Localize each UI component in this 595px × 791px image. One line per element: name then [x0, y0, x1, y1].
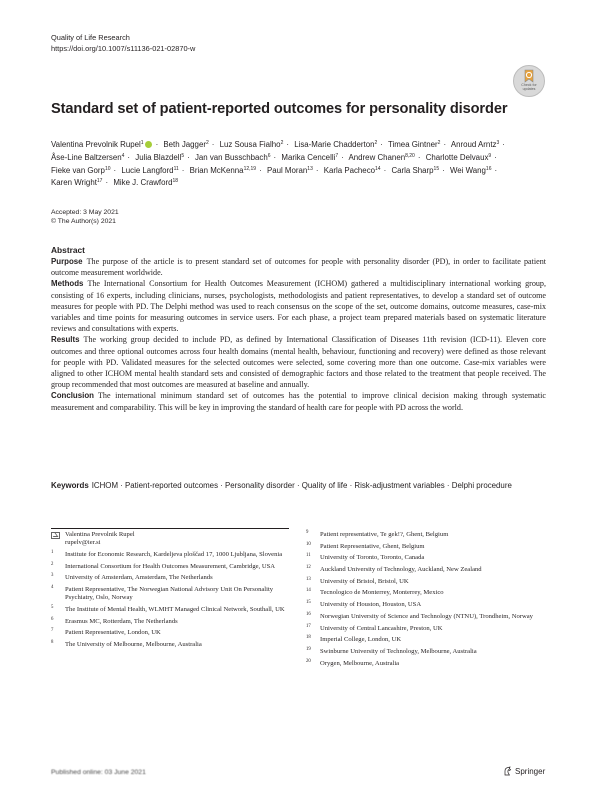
affiliation-marker: 5: [181, 152, 185, 159]
author-separator: ·: [494, 152, 497, 162]
affiliation-number: 3: [51, 573, 54, 579]
author-separator: ·: [181, 165, 185, 175]
author-entry: [450, 166, 492, 175]
abstract-results: Results The working group decided to include PD, as defined by International Classification of Diseases 11th revision (ICD-11). Eleven core outcomes and three optional outcomes across four health domains (mental health, behaviour, functioning and recovery) were defined as those relevant for people with PD. Validated measures for the selected outcomes were selected, some covering more than one outcome. Case-mix variables were aligned to other ICHOM mental health standard sets and consisted of demographic factors and those related to the treatment that people received. The group recommended that most outcomes are measured at baseline and annually.: [51, 335, 546, 390]
author-entry: [195, 153, 271, 162]
copyright-line: © The Author(s) 2021: [51, 218, 116, 225]
running-header: [51, 33, 195, 54]
badge-label: Check for updates: [521, 83, 537, 91]
abstract-body: [51, 256, 546, 413]
affiliation-text: Patient representative, Te gek!?, Ghent, Belgium: [320, 531, 449, 538]
affiliation-number: 18: [306, 635, 311, 641]
affiliation-text: Valentina Prevolnik Rupel: [65, 531, 135, 538]
affiliation-text: University of Central Lancashire, Preston, UK: [320, 624, 443, 632]
affiliation-text: International Consortium for Health Outcomes Measurement, Cambridge, USA: [65, 562, 276, 570]
affiliation-marker: 8,20: [405, 152, 415, 159]
author-entry: [426, 153, 492, 162]
affiliation-text: The Institute of Mental Health, WLMHT Managed Clinical Network, Southall, UK: [65, 606, 285, 614]
affiliation-marker: 1: [140, 140, 144, 146]
author-name[interactable]: Lisa-Marie Chadderton: [294, 140, 375, 149]
author-name[interactable]: Luz Sousa Fialho: [219, 140, 281, 149]
affiliation-number: 14: [306, 588, 311, 594]
affiliation-number: 6: [51, 616, 54, 622]
author-entry: [51, 166, 111, 175]
author-separator: ·: [494, 165, 498, 175]
author-separator: ·: [155, 140, 159, 149]
affiliation-number: 9: [306, 530, 309, 535]
affiliation-text: Tecnologico de Monterrey, Monterrey, Mexico: [320, 589, 444, 597]
author-entry: [349, 153, 415, 162]
author-entry: [51, 178, 102, 187]
affiliation-number: 19: [306, 646, 311, 652]
article-title: Standard set of patient-reported outcomes for personality disorder: [51, 101, 508, 117]
author-name[interactable]: Marika Cencelli: [281, 152, 336, 162]
accepted-date: Accepted: 3 May 2021: [51, 209, 119, 216]
affiliation-marker: 4: [121, 152, 125, 159]
article-dates: [51, 208, 119, 226]
author-name[interactable]: Julia Blazdell: [135, 152, 182, 162]
author-name[interactable]: Wei Wang: [449, 165, 486, 175]
author-name[interactable]: Brian McKenna: [189, 165, 244, 175]
doi-link[interactable]: https://doi.org/10.1007/s11136-021-02870-w: [51, 43, 196, 53]
author-separator: ·: [341, 152, 344, 162]
affiliation-item: [51, 586, 301, 603]
author-entry: [267, 166, 313, 175]
affiliation-text: University of Bristol, Bristol, UK: [320, 577, 409, 585]
published-online-date: Published online: 03 June 2021: [51, 769, 146, 776]
author-separator: ·: [127, 152, 131, 162]
affiliation-item: [306, 648, 556, 656]
author-name[interactable]: Carla Sharp: [391, 165, 434, 175]
affiliation-item: [306, 660, 556, 668]
affiliation-marker: 6: [267, 152, 271, 159]
affiliation-item: [51, 574, 301, 582]
author-entry: [121, 166, 178, 175]
affiliation-item: [306, 589, 556, 597]
affiliation-text: Patient Representative, Ghent, Belgium: [320, 542, 425, 550]
affiliation-marker: 17: [96, 178, 103, 185]
author-entry: [391, 166, 439, 175]
affiliation-text: University of Houston, Houston, USA: [320, 601, 422, 609]
author-name[interactable]: Valentina Prevolnik Rupel: [51, 140, 141, 149]
affiliation-item: [51, 563, 301, 571]
abstract-heading: Abstract: [51, 245, 85, 255]
affiliation-item: [306, 601, 556, 609]
affiliation-number: 10: [306, 541, 311, 547]
author-separator: ·: [442, 165, 445, 175]
journal-name: Quality of Life Research: [51, 33, 130, 42]
email-envelope-icon: [51, 532, 60, 539]
abstract-methods: Methods The International Consortium for Health Outcomes Measurement (ICHOM) gathered a multidisciplinary international working group, consisting of 16 experts, including clinicians, nurses, psychologists, methodologists and patient representatives, to develop a standard set of outcome measures for people with PD. The Delphi method was used to reach consensus on the scope of the set, outcome domains, outcome measures, case-mix variables and time points for measuring outcomes in service users. For each phase, a project team prepared materials based on systematic literature reviews and consultations with experts.: [51, 279, 546, 334]
author-entry: [281, 153, 338, 162]
author-entry: [324, 166, 381, 175]
keywords: [51, 480, 546, 491]
affiliations-left: [51, 531, 301, 653]
affiliation-text: Patient Representative, London, UK: [65, 629, 161, 637]
affiliation-marker: 2: [280, 140, 284, 146]
keywords-label: Keywords: [51, 481, 89, 490]
affiliation-number: 7: [51, 628, 54, 634]
affiliation-marker: 2: [205, 140, 209, 146]
affiliation-marker: 9: [488, 152, 492, 159]
affiliation-marker: 2: [374, 140, 378, 146]
affiliation-marker: 11: [173, 165, 179, 172]
affiliation-number: 13: [306, 576, 311, 582]
bookmark-refresh-icon: [521, 69, 537, 83]
author-name[interactable]: Fieke van Gorp: [51, 165, 105, 175]
footnote-divider: [51, 528, 289, 529]
affiliation-number: 4: [51, 585, 54, 591]
author-separator: ·: [417, 152, 421, 162]
author-separator: ·: [113, 165, 117, 175]
author-entry: [135, 153, 184, 162]
affiliation-text: Auckland University of Technology, Auckland, New Zealand: [320, 566, 482, 574]
affiliation-marker: 18: [172, 178, 179, 185]
keywords-text: ICHOM · Patient-reported outcomes · Personality disorder · Quality of life · Risk-adjustment variables · Delphi procedure: [91, 481, 512, 490]
author-name[interactable]: Jan van Busschbach: [194, 152, 268, 162]
affiliation-text: Norwegian University of Science and Technology (NTNU), Trondheim, Norway: [320, 612, 533, 620]
author-name[interactable]: Timea Gintner: [387, 140, 438, 149]
author-separator: ·: [259, 165, 262, 175]
author-name[interactable]: Lucie Langford: [121, 165, 174, 175]
affiliation-item: [306, 578, 556, 586]
affiliation-item: [306, 636, 556, 644]
author-separator: ·: [383, 165, 387, 175]
affiliation-marker: 10: [104, 165, 111, 172]
author-separator: ·: [187, 152, 190, 162]
affiliation-item: [306, 531, 556, 539]
author-entry: [51, 153, 124, 162]
abstract-purpose: Purpose The purpose of the article is to present standard set of outcomes for people with personality disorder (PD), in order to facilitate patient outcome measurement worldwide.: [51, 257, 546, 278]
publisher-name: Springer: [515, 766, 546, 776]
author-name[interactable]: Karen Wright: [51, 178, 97, 188]
author-name[interactable]: Paul Moran: [266, 165, 308, 175]
affiliation-item: [306, 543, 556, 551]
author-name[interactable]: Mike J. Crawford: [113, 178, 173, 188]
affiliation-text: Swinburne University of Technology, Melbourne, Australia: [320, 647, 477, 655]
affiliation-marker: 14: [375, 165, 381, 172]
affiliation-marker: 16: [485, 165, 492, 172]
affiliation-marker: 7: [335, 152, 339, 159]
affiliation-marker: 15: [433, 165, 440, 172]
author-entry: [163, 140, 208, 149]
affiliation-marker: 12,19: [243, 165, 257, 172]
affiliation-item: [51, 551, 301, 559]
author-separator: ·: [286, 140, 289, 149]
affiliation-number: 17: [306, 623, 311, 629]
affiliation-number: 5: [51, 605, 54, 611]
affiliation-item: [51, 641, 301, 649]
affiliation-item: [306, 554, 556, 562]
author-entry: [190, 166, 256, 175]
affiliation-item: [51, 618, 301, 626]
affiliation-number: 1: [51, 549, 54, 555]
affiliation-item: [51, 629, 301, 637]
author-name[interactable]: Anroud Arntz: [450, 140, 497, 149]
author-separator: ·: [105, 178, 109, 188]
author-separator: ·: [502, 140, 505, 149]
affiliation-text: Erasmus MC, Rotterdam, The Netherlands: [65, 617, 178, 625]
affiliation-number: 15: [306, 600, 311, 606]
author-separator: ·: [380, 140, 383, 149]
author-name[interactable]: Andrew Chanen: [348, 152, 406, 162]
affiliation-text: Imperial College, London, UK: [320, 636, 402, 644]
author-separator: ·: [273, 152, 277, 162]
author-name[interactable]: Charlotte Delvaux: [425, 152, 489, 162]
affiliation-item: [306, 625, 556, 633]
affiliation-item: [306, 566, 556, 574]
affiliation-item: [51, 531, 301, 548]
check-for-updates-badge[interactable]: [513, 65, 545, 97]
affiliation-number: 16: [306, 611, 311, 617]
affiliations-right: [306, 531, 556, 671]
author-entry: [451, 140, 499, 149]
affiliation-text: Patient Representative, The Norwegian National Advisory Unit On Personality Psychiatry, Oslo, Norway: [65, 586, 274, 602]
affiliation-text: Orygen, Melbourne, Australia: [320, 659, 400, 667]
affiliation-number: 12: [306, 565, 311, 571]
author-name[interactable]: Åse-Line Baltzersen: [51, 152, 122, 162]
affiliation-text: University of Toronto, Toronto, Canada: [320, 554, 425, 562]
affiliation-text: The University of Melbourne, Melbourne, Australia: [65, 641, 202, 649]
affiliation-marker: 3: [496, 140, 500, 146]
affiliation-number: 8: [51, 640, 54, 646]
author-entry: [220, 140, 284, 149]
affiliation-text: Institute for Economic Research, Kardeljeva ploščad 17, 1000 Ljubljana, Slovenia: [65, 550, 283, 558]
corresponding-email[interactable]: rupelv@ier.si: [65, 539, 101, 547]
affiliation-item: [51, 606, 301, 614]
affiliation-number: 2: [51, 561, 54, 567]
springer-horse-icon: [503, 766, 512, 776]
author-separator: ·: [211, 140, 215, 149]
affiliation-item: [306, 613, 556, 621]
author-entry: [113, 178, 178, 187]
author-name[interactable]: Beth Jagger: [163, 140, 206, 149]
affiliation-number: 11: [306, 553, 311, 559]
author-separator: ·: [443, 140, 447, 149]
affiliation-marker: 2: [437, 140, 441, 146]
author-list: [51, 139, 551, 190]
orcid-icon[interactable]: [145, 141, 152, 148]
author-separator: ·: [315, 165, 319, 175]
publisher-logo: [503, 766, 545, 776]
affiliation-text: University of Amsterdam, Amsterdam, The Netherlands: [65, 574, 213, 582]
affiliation-marker: 13: [307, 165, 313, 172]
author-entry: [294, 140, 377, 149]
author-name[interactable]: Karla Pacheco: [323, 165, 376, 175]
abstract-conclusion: Conclusion The international minimum standard set of outcomes has the potential to improve clinical decision making through systematic measurement and comparability. This will be key in improving the standard of health care for people with PD across the world.: [51, 391, 546, 412]
affiliation-number: 20: [306, 658, 311, 664]
author-entry: [51, 140, 153, 149]
author-entry: [388, 140, 440, 149]
